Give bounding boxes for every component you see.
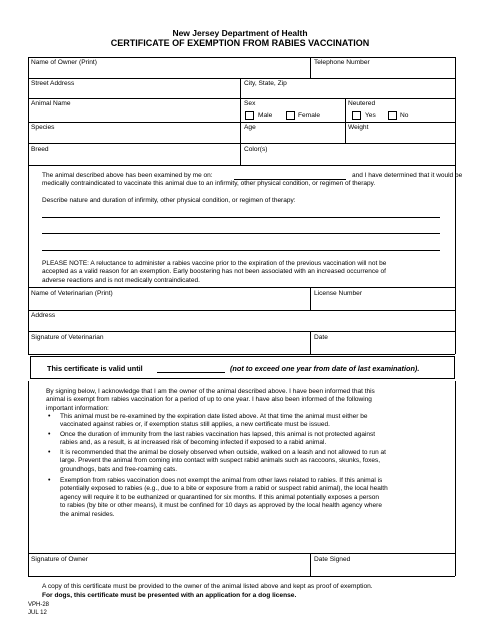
- form-revision: JUL 12: [28, 610, 47, 616]
- valid-until-label: This certificate is valid until: [47, 364, 143, 373]
- male-checkbox[interactable]: [245, 111, 254, 120]
- neutered-no-checkbox[interactable]: [388, 111, 397, 120]
- ack-bullet-1: This animal must be re-examined by the expiration date listed above. At that time the animal must either be vaccinated against rabies or, if exemption status still applies, a new certificate must be issued.: [60, 413, 368, 429]
- city-state-zip-label: City, State, Zip: [244, 80, 287, 87]
- weight-label: Weight: [348, 124, 369, 131]
- street-address-label: Street Address: [31, 80, 75, 87]
- dog-license-note: For dogs, this certificate must be presented with an application for a dog license.: [42, 592, 297, 599]
- ack-intro: By signing below, I acknowledge that I am the owner of the animal described above. I have been informed that this animal is exempt from rabies vaccination for a period of up to one year. I have also been informed of the following important information:: [46, 388, 375, 412]
- sex-label: Sex: [244, 100, 256, 107]
- vet-signature-label: Signature of Veterinarian: [31, 334, 104, 341]
- valid-until-note: (not to exceed one year from date of last examination).: [230, 364, 420, 373]
- valid-until-line[interactable]: [157, 372, 225, 373]
- describe-line-3[interactable]: [42, 250, 440, 251]
- bullet-icon: •: [48, 413, 51, 420]
- colors-label: Color(s): [244, 146, 268, 153]
- female-label: Female: [298, 112, 320, 119]
- please-note: PLEASE NOTE: A reluctance to administer a rabies vaccine prior to the expiration of the previous vaccination will not be accepted as a valid reason for an exemption. Early boostering has not been associated with an increased occurrence of adverse reactions and is not medically contraindicated.: [42, 260, 387, 284]
- vet-name-label: Name of Veterinarian (Print): [31, 290, 113, 297]
- neutered-no-label: No: [400, 112, 409, 119]
- animal-name-label: Animal Name: [31, 100, 71, 107]
- ack-bullet-3: It is recommended that the animal be closely observed when outside, walked on a leash and not allowed to run at large. Prevent the animal from coming into contact with suspect rabid animals such as raccoons, skunks, foxes, groundhogs, bats and free-roaming cats.: [60, 449, 386, 473]
- ack-bullet-2: Once the duration of immunity from the last rabies vaccination has lapsed, this animal is not protected against rabies and, as a result, is at increased risk of becoming infected if exposed to a rabid animal.: [60, 431, 376, 447]
- vet-date-label: Date: [314, 334, 328, 341]
- bullet-icon: •: [48, 449, 51, 456]
- age-label: Age: [244, 124, 256, 131]
- species-label: Species: [31, 124, 55, 131]
- breed-label: Breed: [31, 146, 49, 153]
- exam-date-line[interactable]: [234, 179, 346, 180]
- describe-line-1[interactable]: [42, 217, 440, 218]
- ack-bullet-4: Exemption from rabies vaccination does not exempt the animal from other laws related to rabies. If this animal is potentially exposed to rabies (e.g., due to a bite or exposure from a rabid or suspect rabid animal), the local health agency will require it to be euthanized or quarantined for six months. If this animal potentially exposes a person to rabies (by bite or other means), it must be confined for 10 days as approved by the local health agency where the animal resides.: [60, 477, 388, 518]
- female-checkbox[interactable]: [286, 111, 295, 120]
- form-title: CERTIFICATE OF EXEMPTION FROM RABIES VACCINATION: [110, 38, 370, 48]
- date-signed-label: Date Signed: [314, 556, 351, 563]
- neutered-label: Neutered: [348, 100, 376, 107]
- vet-address-label: Address: [31, 312, 56, 319]
- neutered-yes-checkbox[interactable]: [352, 111, 361, 120]
- describe-instruction: Describe nature and duration of infirmity, other physical condition, or regimen of therapy:: [42, 197, 296, 204]
- form-id: VPH-28: [28, 602, 50, 608]
- license-label: License Number: [314, 290, 363, 297]
- owner-name-label: Name of Owner (Print): [31, 59, 97, 66]
- owner-signature-label: Signature of Owner: [31, 556, 88, 563]
- bullet-icon: •: [48, 477, 51, 484]
- bullet-icon: •: [48, 431, 51, 438]
- describe-line-2[interactable]: [42, 233, 440, 234]
- telephone-label: Telephone Number: [314, 59, 370, 66]
- copy-note: A copy of this certificate must be provided to the owner of the animal listed above and kept as proof of exemption.: [42, 583, 373, 590]
- male-label: Male: [258, 112, 273, 119]
- agency-name: New Jersey Department of Health: [172, 28, 308, 38]
- exam-statement: The animal described above has been examined by me on: and I have determined that it would be medically contraindicated to vaccinate this animal due to an infirmity, other physical condition, or regimen of therapy.: [42, 172, 463, 188]
- neutered-yes-label: Yes: [365, 112, 376, 119]
